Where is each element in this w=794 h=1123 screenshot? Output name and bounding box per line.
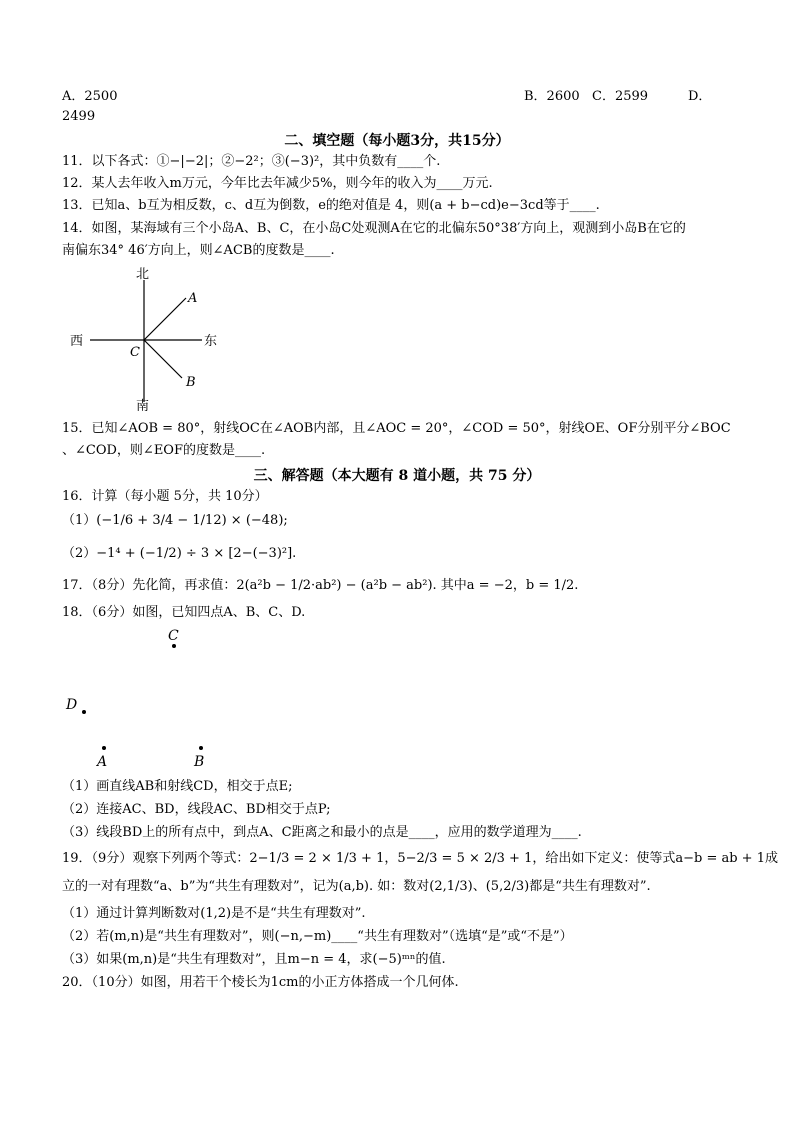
question-20: 20．（10分）如图，用若干个棱长为1cm的小正方体搭成一个几何体. — [62, 975, 459, 990]
option-d: D． — [688, 89, 712, 104]
label-east: 东 — [204, 334, 218, 349]
label-d: D — [66, 697, 78, 713]
point-a — [102, 746, 106, 750]
label-point-c: C — [130, 345, 140, 360]
point-d — [82, 710, 86, 714]
points-diagram — [62, 624, 212, 772]
option-d-value: 2499 — [62, 109, 96, 124]
compass-figure — [62, 262, 232, 412]
points-figure — [62, 624, 212, 772]
point-c — [172, 644, 176, 648]
ray-ca — [144, 298, 186, 340]
option-b: B．2600 — [524, 89, 580, 104]
label-south: 南 — [136, 399, 150, 412]
point-b — [199, 746, 203, 750]
label-b: B — [194, 754, 205, 770]
question-18: 18．（6分）如图，已知四点A、B、C、D. — [62, 605, 306, 620]
label-point-a: A — [188, 291, 198, 306]
question-16-part1: （1）(−1/6 + 3/4 − 1/12) × (−48); — [62, 513, 288, 528]
question-14-line1: 14．如图，某海域有三个小岛A、B、C，在小岛C处观测A在它的北偏东50°38′方向上，观测到小岛B在它的 — [62, 221, 686, 236]
question-14-line2: 南偏东34° 46′方向上，则∠ACB的度数是____. — [62, 243, 335, 258]
question-15-line1: 15．已知∠AOB = 80°，射线OC在∠AOB内部，且∠AOC = 20°，∠COD = 50°，射线OE、OF分别平分∠BOC — [62, 421, 731, 436]
question-19-part3: （3）如果(m,n)是“共生有理数对”，且m−n = 4，求(−5)ᵐⁿ的值. — [62, 952, 446, 967]
question-11: 11．以下各式：①−|−2|；②−2²；③(−3)²，其中负数有____个. — [62, 154, 441, 169]
question-19-part1: （1）通过计算判断数对(1,2)是不是“共生有理数对”. — [62, 906, 366, 921]
ray-cb — [144, 340, 182, 378]
question-19-line1: 19．（9分）观察下列两个等式：2−1/3 = 2 × 1/3 + 1，5−2/3 = 5 × 2/3 + 1，给出如下定义：使等式a−b = ab + 1成 — [62, 851, 778, 866]
compass-diagram — [62, 262, 232, 412]
label-a: A — [97, 754, 108, 770]
question-18-part3: （3）线段BD上的所有点中，到点A、C距离之和最小的点是____，应用的数学道理为____. — [62, 825, 582, 840]
question-16-part2: （2）−1⁴ + (−1/2) ÷ 3 × [2−(−3)²]. — [62, 546, 297, 561]
question-17: 17．（8分）先化简，再求值：2(a²b − 1/2·ab²) − (a²b − ab²). 其中a = −2，b = 1/2. — [62, 578, 579, 593]
label-west: 西 — [70, 334, 84, 349]
label-north: 北 — [136, 267, 150, 282]
question-19-line2: 立的一对有理数“a、b”为“共生有理数对”，记为(a,b). 如：数对(2,1/3)、(5,2/3)都是“共生有理数对”. — [62, 879, 651, 894]
label-point-b: B — [186, 375, 196, 390]
option-a: A．2500 — [62, 89, 118, 104]
question-13: 13．已知a、b互为相反数，c、d互为倒数，e的绝对值是 4，则(a + b−cd)e−3cd等于____. — [62, 198, 600, 213]
question-15-line2: 、∠COD，则∠EOF的度数是____. — [62, 443, 266, 458]
question-16: 16．计算（每小题 5分，共 10分） — [62, 489, 268, 504]
question-12: 12．某人去年收入m万元，今年比去年减少5%，则今年的收入为____万元. — [62, 176, 493, 191]
question-18-part1: （1）画直线AB和射线CD，相交于点E; — [62, 779, 293, 794]
question-19-part2: （2）若(m,n)是“共生有理数对”，则(−n,−m)____“共生有理数对”（选填“是”或“不是”） — [62, 929, 573, 944]
section2-title: 二、填空题（每小题3分，共15分） — [284, 133, 510, 149]
section3-title: 三、解答题（本大题有 8 道小题，共 75 分） — [253, 468, 541, 484]
question-18-part2: （2）连接AC、BD，线段AC、BD相交于点P; — [62, 802, 331, 817]
label-c: C — [168, 628, 179, 644]
option-c: C．2599 — [592, 89, 649, 104]
